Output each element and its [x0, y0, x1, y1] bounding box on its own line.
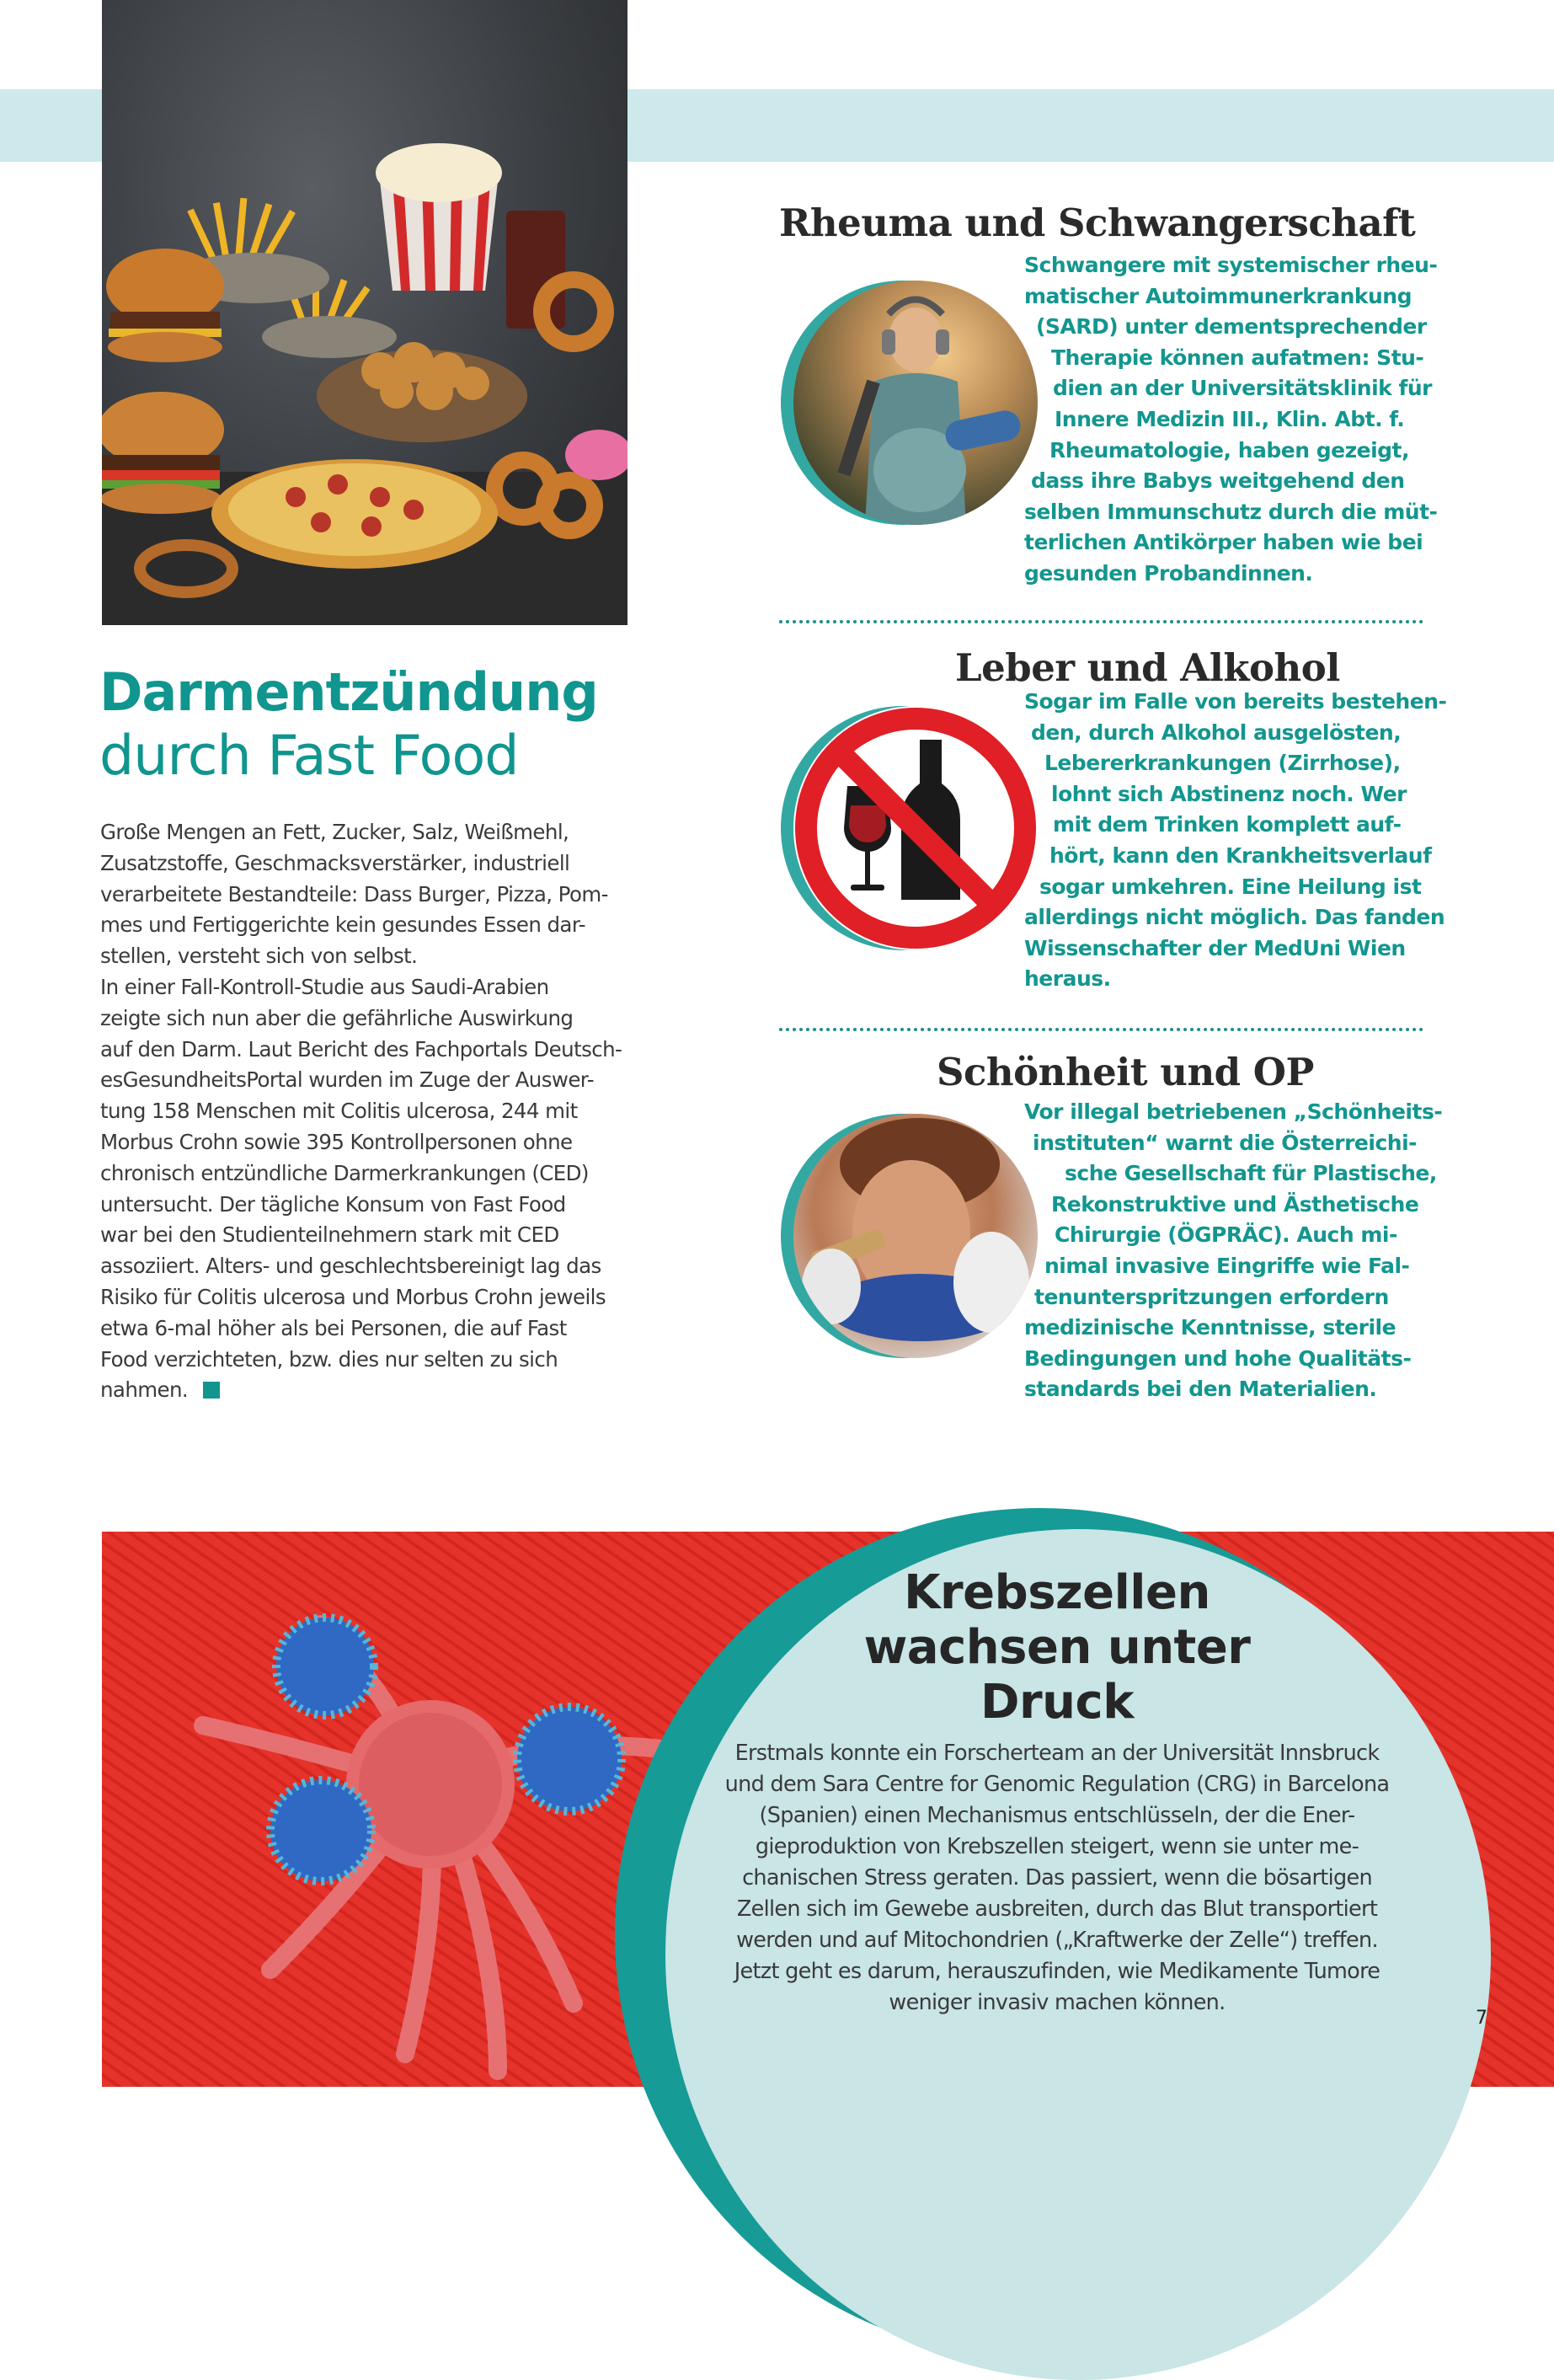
- fastfood-line: untersucht. Der tägliche Konsum von Fast Food: [100, 1191, 566, 1217]
- fastfood-line: In einer Fall-Kontroll-Studie aus Saudi-Arabien: [100, 974, 549, 999]
- leber-line: lohnt sich Abstinenz noch. Wer: [1051, 781, 1407, 806]
- fastfood-line: chronisch entzündliche Darmerkrankungen (CED): [100, 1160, 589, 1185]
- leber-line: sogar umkehren. Eine Heilung ist: [1039, 874, 1422, 899]
- fastfood-subtitle: durch Fast Food: [99, 725, 519, 788]
- cancer-line: werden und auf Mitochondrien („Kraftwerke der Zelle“) treffen.: [736, 1928, 1378, 1953]
- schoenheit-body: [1024, 1097, 1442, 1405]
- fast-food-photo: [102, 0, 627, 625]
- cosmetic-treatment-photo: [793, 1114, 1038, 1358]
- schoenheit-line: Rekonstruktive und Ästhetische: [1051, 1191, 1419, 1217]
- pregnant-woman-illustration: [793, 281, 1038, 525]
- fastfood-line: Morbus Crohn sowie 395 Kontrollpersonen ohne: [100, 1129, 573, 1154]
- schoenheit-line: tenunterspritzungen erfordern: [1034, 1284, 1389, 1309]
- cancer-line: weniger invasiv machen können.: [889, 1990, 1226, 2015]
- schoenheit-title: Schönheit und OP: [937, 1050, 1314, 1094]
- schoenheit-line: instituten“ warnt die Österreichi-: [1033, 1130, 1418, 1155]
- schoenheit-line: Bedingungen und hohe Qualitäts-: [1024, 1345, 1412, 1371]
- cancer-line: und dem Sara Centre for Genomic Regulation (CRG) in Barcelona: [724, 1772, 1390, 1797]
- divider: [779, 1028, 1423, 1031]
- fastfood-line: auf den Darm. Laut Bericht des Fachportals Deutsch-: [100, 1036, 622, 1062]
- fastfood-line: verarbeitete Bestandteile: Dass Burger, Pizza, Pom-: [100, 881, 608, 907]
- cancer-line: Jetzt geht es darum, herauszufinden, wie Medikamente Tumore: [734, 1959, 1380, 1984]
- fastfood-line: stellen, versteht sich von selbst.: [100, 944, 418, 969]
- leber-line: Sogar im Falle von bereits bestehen-: [1024, 689, 1447, 714]
- fastfood-title: Darmentzündung: [99, 661, 598, 723]
- rheuma-line: dien an der Universitätsklinik für: [1053, 376, 1432, 401]
- fastfood-line: war bei den Studienteilnehmern stark mit CED: [100, 1222, 559, 1248]
- fastfood-line: tung 158 Menschen mit Colitis ulcerosa, 244 mit: [100, 1099, 578, 1124]
- rheuma-line: Schwangere mit systemischer rheu-: [1024, 253, 1438, 277]
- cancer-title-line: Krebszellen: [904, 1565, 1210, 1620]
- rheuma-line: terlichen Antikörper haben wie bei: [1024, 530, 1423, 555]
- rheuma-line: Rheumatologie, haben gezeigt,: [1049, 437, 1410, 463]
- rheuma-body: [1024, 250, 1437, 590]
- cancer-title-line: wachsen unter: [863, 1620, 1251, 1675]
- fastfood-line: zeigte sich nun aber die gefährliche Auswirkung: [100, 1005, 574, 1030]
- end-mark-icon: [203, 1382, 220, 1399]
- schoenheit-line: Chirurgie (ÖGPRÄC). Auch mi-: [1055, 1222, 1397, 1248]
- fast-food-illustration: [102, 0, 627, 625]
- cancer-line: gieproduktion von Krebszellen steigert, wenn sie unter me-: [755, 1834, 1359, 1859]
- leber-body: [1024, 687, 1446, 995]
- cancer-line: (Spanien) einen Mechanismus entschlüsseln, der die Ener-: [759, 1803, 1355, 1828]
- schoenheit-line: nimal invasive Eingriffe wie Fal-: [1044, 1253, 1410, 1278]
- leber-line: Wissenschafter der MedUni Wien: [1024, 935, 1406, 960]
- rheuma-title: Rheuma und Schwangerschaft: [779, 201, 1416, 245]
- cancer-title: [804, 1565, 1310, 1730]
- leber-line: Lebererkrankungen (Zirrhose),: [1044, 751, 1401, 776]
- cancer-line: Zellen sich im Gewebe ausbreiten, durch das Blut transportiert: [736, 1896, 1378, 1922]
- rheuma-line: (SARD) unter dementsprechender: [1036, 314, 1427, 340]
- schoenheit-line: sche Gesellschaft für Plastische,: [1065, 1161, 1437, 1186]
- fastfood-line: Food verzichteten, bzw. dies nur selten zu sich: [100, 1346, 558, 1372]
- cancer-line: chanischen Stress geraten. Das passiert, wenn die bösartigen: [742, 1865, 1372, 1891]
- leber-line: heraus.: [1024, 966, 1111, 992]
- schoenheit-line: medizinische Kenntnisse, sterile: [1024, 1315, 1396, 1340]
- fastfood-line: nahmen.: [100, 1377, 189, 1403]
- divider: [779, 620, 1423, 623]
- fastfood-line: assoziiert. Alters- und geschlechtsbereinigt lag das: [100, 1254, 601, 1279]
- cancer-title-line: Druck: [980, 1675, 1134, 1730]
- leber-title: Leber und Alkohol: [955, 645, 1340, 690]
- leber-line: mit dem Trinken komplett auf-: [1053, 812, 1402, 837]
- cancer-line: Erstmals konnte ein Forscherteam an der Universität Innsbruck: [734, 1741, 1380, 1766]
- schoenheit-line: Vor illegal betriebenen „Schönheits-: [1024, 1099, 1443, 1124]
- rheuma-line: Therapie können aufatmen: Stu-: [1051, 345, 1424, 370]
- rheuma-line: dass ihre Babys weitgehend den: [1031, 468, 1405, 494]
- rheuma-line: selben Immunschutz durch die müt-: [1024, 499, 1438, 524]
- rheuma-line: Innere Medizin III., Klin. Abt. f.: [1055, 406, 1405, 431]
- rheuma-line: gesunden Probandinnen.: [1024, 560, 1313, 586]
- fastfood-body: [100, 817, 631, 1406]
- cosmetic-treatment-illustration: [793, 1114, 1038, 1358]
- leber-line: den, durch Alkohol ausgelösten,: [1031, 719, 1402, 745]
- fastfood-line: Zusatzstoffe, Geschmacksverstärker, industriell: [100, 850, 570, 875]
- fastfood-line: esGesundheitsPortal wurden im Zuge der Auswer-: [100, 1067, 594, 1093]
- no-alcohol-sign: [793, 706, 1038, 950]
- cancer-body: [699, 1738, 1415, 2019]
- leber-line: allerdings nicht möglich. Das fanden: [1024, 905, 1445, 930]
- fastfood-line-last: [100, 1375, 631, 1406]
- page-number: 7: [1476, 2008, 1487, 2029]
- fastfood-line: mes und Fertiggerichte kein gesundes Essen dar-: [100, 912, 585, 938]
- pregnant-woman-photo: [793, 281, 1038, 525]
- fastfood-line: Große Mengen an Fett, Zucker, Salz, Weißmehl,: [100, 820, 569, 844]
- leber-line: hört, kann den Krankheitsverlauf: [1049, 842, 1432, 868]
- fastfood-line: etwa 6-mal höher als bei Personen, die auf Fast: [100, 1315, 567, 1340]
- no-alcohol-icon: [793, 706, 1038, 950]
- rheuma-line: matischer Autoimmunerkrankung: [1024, 283, 1412, 308]
- fastfood-line: Risiko für Colitis ulcerosa und Morbus Crohn jeweils: [100, 1284, 606, 1309]
- schoenheit-line: standards bei den Materialien.: [1024, 1377, 1377, 1402]
